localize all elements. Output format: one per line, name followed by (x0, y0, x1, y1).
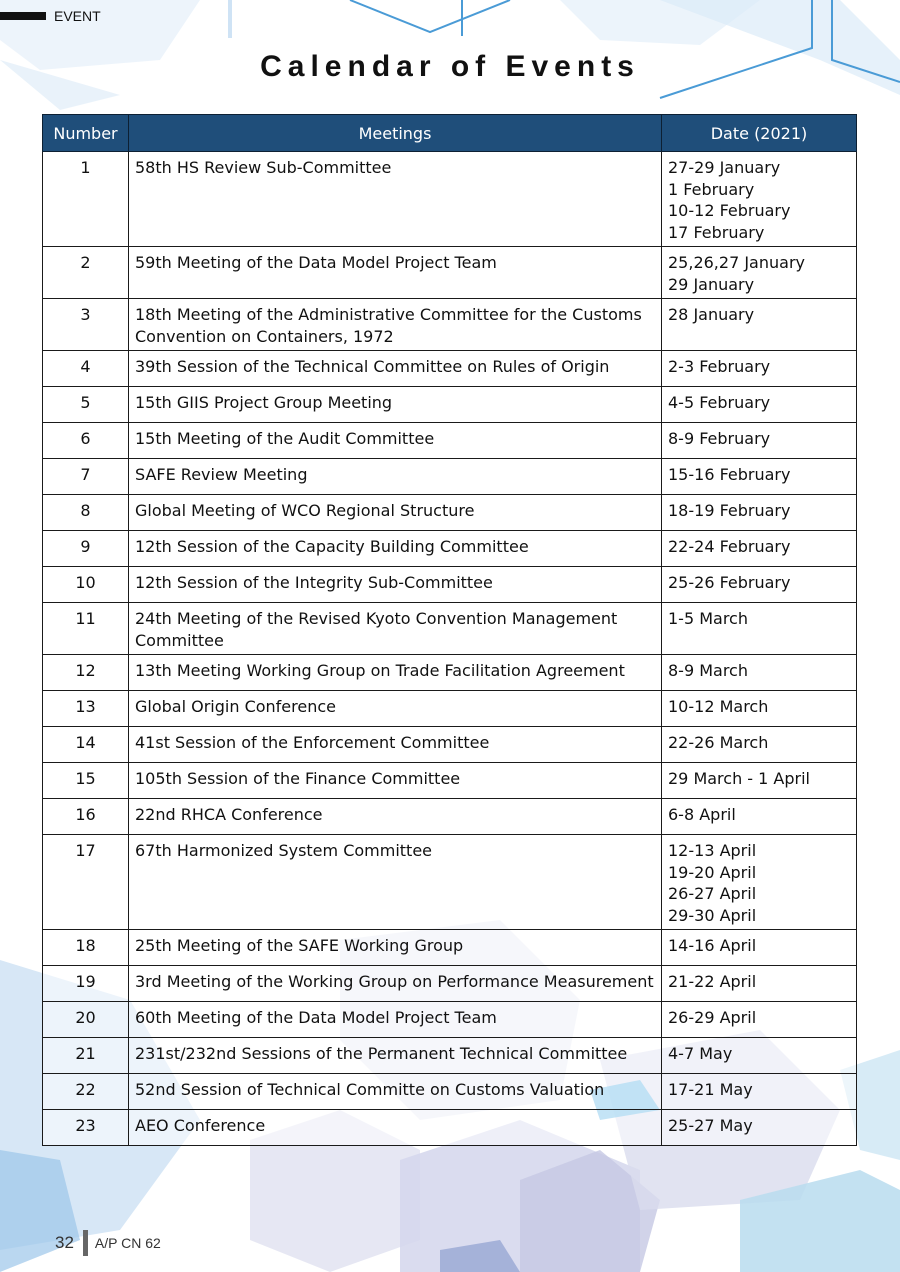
meeting-name: 67th Harmonized System Committee (129, 835, 662, 930)
meeting-name: 52nd Session of Technical Committe on Customs Valuation (129, 1074, 662, 1110)
meeting-dates (662, 763, 857, 799)
page-footer (55, 1230, 161, 1256)
event-number: 1 (43, 152, 129, 247)
meeting-name: SAFE Review Meeting (129, 459, 662, 495)
table-row (43, 727, 857, 763)
meeting-name: 59th Meeting of the Data Model Project Team (129, 247, 662, 299)
meeting-dates (662, 966, 857, 1002)
section-tag-bar (0, 12, 46, 20)
meeting-name: 39th Session of the Technical Committee on Rules of Origin (129, 351, 662, 387)
meeting-dates (662, 1038, 857, 1074)
meeting-dates (662, 727, 857, 763)
date-line: 19-20 April (668, 862, 757, 882)
table-row (43, 655, 857, 691)
event-number: 5 (43, 387, 129, 423)
table-row (43, 603, 857, 655)
event-number: 15 (43, 763, 129, 799)
meeting-name: 60th Meeting of the Data Model Project Team (129, 1002, 662, 1038)
event-number: 10 (43, 567, 129, 603)
event-number: 19 (43, 966, 129, 1002)
meeting-dates (662, 423, 857, 459)
table-row (43, 247, 857, 299)
section-label: EVENT (54, 8, 101, 24)
date-line: 10-12 February (668, 201, 791, 220)
date-line: 1-5 March (668, 609, 748, 628)
table-row (43, 1074, 857, 1110)
event-number: 16 (43, 799, 129, 835)
date-line: 18-19 February (668, 501, 791, 520)
page-title: Calendar of Events (260, 50, 640, 83)
table-row (43, 1110, 857, 1146)
event-number: 6 (43, 423, 129, 459)
date-line: 29 January (668, 274, 755, 294)
meeting-dates (662, 387, 857, 423)
date-line: 1 February (668, 179, 755, 199)
event-number: 17 (43, 835, 129, 930)
table-row (43, 1038, 857, 1074)
meeting-dates (662, 567, 857, 603)
event-number: 12 (43, 655, 129, 691)
column-header-meetings: Meetings (129, 115, 662, 152)
date-line: 28 January (668, 305, 755, 324)
date-line: 26-29 April (668, 1008, 757, 1027)
date-line: 26-27 April (668, 884, 757, 903)
event-number: 3 (43, 299, 129, 351)
meeting-dates (662, 1002, 857, 1038)
date-line: 21-22 April (668, 972, 757, 991)
table-row (43, 152, 857, 247)
meeting-dates (662, 531, 857, 567)
date-line: 12-13 April (668, 841, 757, 860)
meeting-dates (662, 247, 857, 299)
date-line: 22-26 March (668, 733, 769, 752)
meeting-name: 22nd RHCA Conference (129, 799, 662, 835)
date-line: 22-24 February (668, 537, 791, 556)
event-number: 13 (43, 691, 129, 727)
table-row (43, 835, 857, 930)
date-line: 2-3 February (668, 357, 771, 376)
events-table (42, 114, 857, 1146)
meeting-name: 25th Meeting of the SAFE Working Group (129, 930, 662, 966)
footer-divider (83, 1230, 88, 1256)
meeting-name: 231st/232nd Sessions of the Permanent Technical Committee (129, 1038, 662, 1074)
table-row (43, 387, 857, 423)
column-header-date: Date (2021) (662, 115, 857, 152)
meeting-dates (662, 1110, 857, 1146)
date-line: 15-16 February (668, 465, 791, 484)
meeting-name: Global Meeting of WCO Regional Structure (129, 495, 662, 531)
date-line: 10-12 March (668, 697, 769, 716)
table-row (43, 799, 857, 835)
meeting-name: AEO Conference (129, 1110, 662, 1146)
date-line: 8-9 February (668, 429, 771, 448)
meeting-name: 12th Session of the Integrity Sub-Committee (129, 567, 662, 603)
event-number: 20 (43, 1002, 129, 1038)
meeting-dates (662, 930, 857, 966)
event-number: 8 (43, 495, 129, 531)
date-line: 29 March - 1 April (668, 769, 810, 788)
meeting-dates (662, 1074, 857, 1110)
meeting-name: 105th Session of the Finance Committee (129, 763, 662, 799)
event-number: 14 (43, 727, 129, 763)
table-row (43, 495, 857, 531)
date-line: 25-26 February (668, 573, 791, 592)
table-row (43, 299, 857, 351)
event-number: 7 (43, 459, 129, 495)
meeting-name: Global Origin Conference (129, 691, 662, 727)
event-number: 4 (43, 351, 129, 387)
date-line: 25,26,27 January (668, 253, 805, 272)
column-header-number: Number (43, 115, 129, 152)
table-row (43, 459, 857, 495)
page-number: 32 (55, 1233, 74, 1252)
table-row (43, 351, 857, 387)
date-line: 17 February (668, 222, 765, 242)
date-line: 6-8 April (668, 805, 736, 824)
event-number: 23 (43, 1110, 129, 1146)
meeting-dates (662, 655, 857, 691)
meeting-dates (662, 495, 857, 531)
event-number: 18 (43, 930, 129, 966)
date-line: 14-16 April (668, 936, 757, 955)
table-row (43, 930, 857, 966)
section-tag (0, 9, 101, 23)
meeting-name: 3rd Meeting of the Working Group on Performance Measurement (129, 966, 662, 1002)
date-line: 29-30 April (668, 905, 757, 925)
meeting-dates (662, 299, 857, 351)
table-row (43, 567, 857, 603)
meeting-name: 24th Meeting of the Revised Kyoto Convention Management Committee (129, 603, 662, 655)
meeting-dates (662, 799, 857, 835)
table-row (43, 763, 857, 799)
event-number: 21 (43, 1038, 129, 1074)
meeting-dates (662, 351, 857, 387)
event-number: 22 (43, 1074, 129, 1110)
table-header-row (43, 115, 857, 152)
table-row (43, 966, 857, 1002)
table-row (43, 531, 857, 567)
date-line: 25-27 May (668, 1116, 753, 1135)
event-number: 9 (43, 531, 129, 567)
meeting-name: 58th HS Review Sub-Committee (129, 152, 662, 247)
date-line: 27-29 January (668, 158, 781, 177)
date-line: 17-21 May (668, 1080, 753, 1099)
events-table-body (43, 152, 857, 1146)
date-line: 4-5 February (668, 393, 771, 412)
event-number: 11 (43, 603, 129, 655)
date-line: 4-7 May (668, 1044, 733, 1063)
date-line: 8-9 March (668, 661, 748, 680)
meeting-name: 12th Session of the Capacity Building Committee (129, 531, 662, 567)
table-row (43, 423, 857, 459)
meeting-dates (662, 835, 857, 930)
table-row (43, 691, 857, 727)
meeting-dates (662, 459, 857, 495)
meeting-name: 13th Meeting Working Group on Trade Facilitation Agreement (129, 655, 662, 691)
meeting-dates (662, 603, 857, 655)
meeting-dates (662, 152, 857, 247)
meeting-dates (662, 691, 857, 727)
meeting-name: 18th Meeting of the Administrative Committee for the Customs Convention on Containers, 1972 (129, 299, 662, 351)
event-number: 2 (43, 247, 129, 299)
meeting-name: 41st Session of the Enforcement Committee (129, 727, 662, 763)
meeting-name: 15th Meeting of the Audit Committee (129, 423, 662, 459)
table-row (43, 1002, 857, 1038)
meeting-name: 15th GIIS Project Group Meeting (129, 387, 662, 423)
publication-name: A/P CN 62 (94, 1235, 161, 1251)
